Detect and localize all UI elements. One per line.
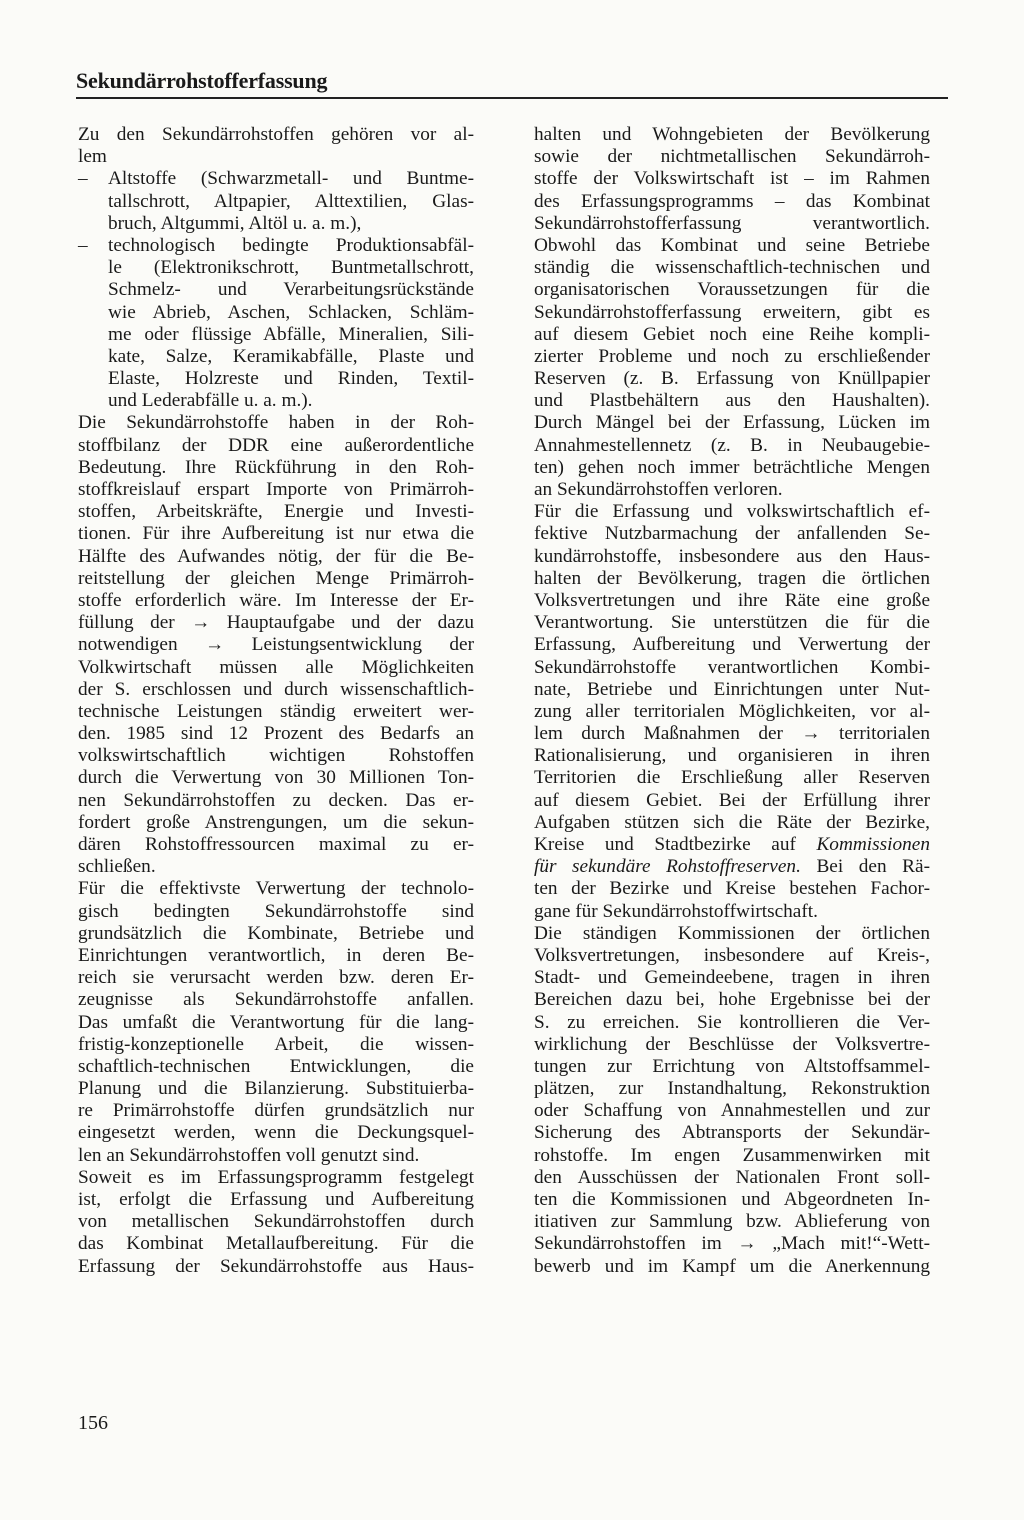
text-line: Reserven (z. B. Erfassung von Knüllpapier [534, 368, 930, 390]
text-line: tungen zur Errichtung von Altstoffsammel- [534, 1055, 930, 1077]
text-line: reitstellung der gleichen Menge Primärroh- [78, 567, 474, 589]
text-line: Durch Mängel bei der Erfassung, Lücken im [534, 412, 930, 434]
text-line: Volksvertretungen, insbesondere auf Kreis-, [534, 944, 930, 966]
text-line: grundsätzlich die Kombinate, Betriebe und [78, 922, 474, 944]
text-line: und Plastbehältern aus den Haushalten). [534, 390, 930, 412]
text-line: stoffkreislauf erspart Importe von Primärroh- [78, 479, 474, 500]
left-text-column [78, 124, 474, 1278]
text-line: Bedeutung. Ihre Rückführung in den Roh- [78, 456, 474, 478]
text-line: Sekundärrohstofferfassung erweitern, gibt es [534, 301, 930, 323]
text-line: schaftlich-technischen Entwicklungen, die [78, 1055, 474, 1077]
text-line: S. zu erreichen. Sie kontrollieren die Ver- [534, 1011, 930, 1033]
text-line: ist, erfolgt die Erfassung und Aufbereitung [78, 1189, 474, 1210]
text-line: technische Leistungen ständig erweitert wer- [78, 700, 474, 722]
text-line: auf diesem Gebiet. Bei der Erfüllung ihrer [534, 789, 930, 811]
text-line: re Primärrohstoffe dürfen grundsätzlich nur [78, 1100, 474, 1122]
text-line: zeugnisse als Sekundärrohstoffe anfallen. [78, 989, 474, 1011]
text-line: organisatorischen Voraussetzungen für die [534, 279, 930, 301]
text-line: itiativen zur Sammlung bzw. Ablieferung von [534, 1211, 930, 1233]
text-line: Sekundärrohstoffen im → „Mach mit!“-Wett- [534, 1233, 930, 1255]
text-line: gisch bedingten Sekundärrohstoffe sind [78, 900, 474, 922]
text-line: – technologisch bedingte Produktionsabfäl- [78, 235, 474, 257]
text-line: Bereichen dazu bei, hohe Ergebnisse bei der [534, 989, 930, 1011]
text-line: wie Abrieb, Aschen, Schlacken, Schläm- [108, 301, 474, 323]
text-line: nate, Betriebe und Einrichtungen unter Nut- [534, 678, 930, 700]
text-line: Soweit es im Erfassungsprogramm festgelegt [78, 1166, 474, 1188]
text-line: Erfassung, Aufbereitung und Verwertung der [534, 634, 930, 656]
text-line: zierter Probleme und noch zu erschließender [534, 345, 930, 367]
text-line: stoffen, Arbeitskräfte, Energie und Investi- [78, 501, 474, 523]
text-line: – Altstoffe (Schwarzmetall- und Buntme- [78, 168, 474, 190]
text-line: von metallischen Sekundärrohstoffen durch [78, 1211, 474, 1233]
text-line: volkswirtschaftlich wichtigen Rohstoffen [78, 745, 474, 767]
emphasis-text: Kommissionen [816, 834, 930, 855]
text-line: Die Sekundärrohstoffe haben in der Roh- [78, 412, 474, 434]
text-line: an Sekundärrohstoffen verloren. [534, 479, 783, 500]
text-line: Volkwirtschaft müssen alle Möglichkeiten [78, 656, 474, 678]
text-line: den. 1985 sind 12 Prozent des Bedarfs an [78, 723, 474, 745]
text-line: Elaste, Holzreste und Rinden, Textil- [108, 368, 474, 390]
text-line: Hälfte des Aufwandes nötig, der für die Be- [78, 545, 474, 567]
text-line: füllung der → Hauptaufgabe und der dazu [78, 612, 474, 634]
text-line: fristig-konzeptionelle Arbeit, die wissen- [78, 1033, 474, 1055]
section-header-title: Sekundärrohstofferfassung [76, 68, 328, 93]
text-line: tallschrott, Altpapier, Alttextilien, Glas- [108, 190, 474, 212]
text-line: oder Schaffung von Annahmestellen und zur [534, 1100, 930, 1122]
text-line: lem durch Maßnahmen der → territorialen [534, 723, 930, 745]
text-line: Sicherung des Abtransports der Sekundär- [534, 1122, 930, 1144]
text-line: kundärrohstoffe, insbesondere aus den Haus- [534, 545, 930, 567]
text-line: gane für Sekundärrohstoffwirtschaft. [534, 900, 818, 922]
right-text-column [534, 124, 930, 1278]
text-line: Verantwortung. Sie unterstützen die für die [534, 612, 930, 634]
header-rule [76, 97, 948, 99]
text-line: eingesetzt werden, wenn die Deckungsquel- [78, 1122, 474, 1144]
text-line: me oder flüssige Abfälle, Mineralien, Sili- [108, 323, 474, 345]
text-line: Aufgaben stützen sich die Räte der Bezirke, [534, 811, 930, 833]
text-line: nen Sekundärrohstoffen zu decken. Das er- [78, 789, 474, 811]
text-line: Stadt- und Gemeindeebene, tragen in ihren [534, 967, 930, 989]
text-line: das Kombinat Metallaufbereitung. Für die [78, 1233, 474, 1255]
text-line: Die ständigen Kommissionen der örtlichen [534, 922, 930, 944]
text-line: plätzen, zur Instandhaltung, Rekonstruktion [534, 1078, 930, 1100]
text-line: notwendigen → Leistungsentwicklung der [78, 634, 474, 656]
text-line: Volksvertretungen und ihre Räte eine große [534, 589, 930, 611]
text-line: stoffe erforderlich wäre. Im Interesse der Er- [78, 589, 474, 611]
text-line: den Ausschüssen der Nationalen Front soll- [534, 1166, 930, 1188]
text-line: der S. erschlossen und durch wissenschaftlich- [78, 678, 474, 700]
text-line: für sekundäre Rohstoffreserven. Bei den Rä- [534, 856, 930, 878]
text-line: dären Rohstoffressourcen maximal zu er- [78, 834, 474, 855]
text-line: schließen. [78, 856, 156, 878]
text-line: lem [78, 146, 107, 168]
text-line: Das umfaßt die Verantwortung für die lang- [78, 1011, 474, 1033]
text-line: ten der Bezirke und Kreise bestehen Fachor- [534, 878, 930, 900]
text-line: durch die Verwertung von 30 Millionen Ton- [78, 767, 474, 789]
text-line: Kreise und Stadtbezirke auf Kommissionen [534, 834, 930, 855]
text-line: reich sie verursacht werden bzw. deren Er- [78, 967, 474, 989]
text-line: und Lederabfälle u. a. m.). [108, 390, 313, 412]
text-line: wirklichung der Beschlüsse der Volksvertre- [534, 1033, 930, 1055]
text-line: bruch, Altgummi, Altöl u. a. m.), [108, 212, 362, 234]
text-line: Schmelz- und Verarbeitungsrückstände [108, 279, 474, 301]
text-line: Sekundärrohstofferfassung verantwortlich. [534, 212, 930, 234]
text-line: fordert große Anstrengungen, um die sekun- [78, 811, 474, 833]
text-line: rohstoffe. Im engen Zusammenwirken mit [534, 1144, 930, 1166]
text-line: Obwohl das Kombinat und seine Betriebe [534, 234, 930, 256]
text-line: halten und Wohngebieten der Bevölkerung [534, 124, 930, 145]
text-line: kate, Salze, Keramikabfälle, Plaste und [108, 345, 474, 367]
text-line: Annahmestellennetz (z. B. in Neubaugebie- [534, 434, 930, 456]
emphasis-text: für sekundäre Rohstoffreserven. [534, 856, 801, 878]
text-line: Für die Erfassung und volkswirtschaftlich ef- [534, 501, 930, 523]
text-line: fektive Nutzbarmachung der anfallenden Se- [534, 523, 930, 545]
text-line: le (Elektronikschrott, Buntmetallschrott, [108, 257, 474, 279]
text-line: Erfassung der Sekundärrohstoffe aus Haus- [78, 1255, 474, 1277]
text-line: Sekundärrohstoffe verantwortlichen Kombi- [534, 656, 930, 678]
text-line: Rationalisierung, und organisieren in ihren [534, 745, 930, 767]
text-line: sowie der nichtmetallischen Sekundärroh- [534, 146, 930, 168]
text-line: len an Sekundärrohstoffen voll genutzt sind. [78, 1144, 420, 1166]
text-line: bewerb und im Kampf um die Anerkennung [534, 1255, 930, 1277]
text-line: ständig die wissenschaftlich-technischen und [534, 257, 930, 279]
text-line: Für die effektivste Verwertung der technolo- [78, 878, 474, 900]
text-line: ten) gehen noch immer beträchtliche Mengen [534, 456, 930, 478]
text-line: stoffe der Volkswirtschaft ist – im Rahmen [534, 168, 930, 190]
text-line: ten die Kommissionen und Abgeordneten In- [534, 1189, 930, 1210]
text-line: Territorien die Erschließung aller Reserven [534, 767, 930, 789]
text-line: zung aller territorialen Möglichkeiten, vor al- [534, 700, 930, 722]
text-line: Einrichtungen verantwortlich, in deren Be- [78, 944, 474, 966]
text-line: Planung und die Bilanzierung. Substituierba- [78, 1078, 474, 1100]
text-line: Zu den Sekundärrohstoffen gehören vor al- [78, 124, 474, 145]
text-line: des Erfassungsprogramms – das Kombinat [534, 190, 930, 212]
page-number: 156 [78, 1412, 108, 1434]
text-line: auf diesem Gebiet noch eine Reihe kompli- [534, 323, 930, 345]
text-line: tionen. Für ihre Aufbereitung ist nur etwa die [78, 523, 474, 545]
text-line: stoffbilanz der DDR eine außerordentliche [78, 434, 474, 456]
text-line: halten der Bevölkerung, tragen die örtlichen [534, 567, 930, 589]
